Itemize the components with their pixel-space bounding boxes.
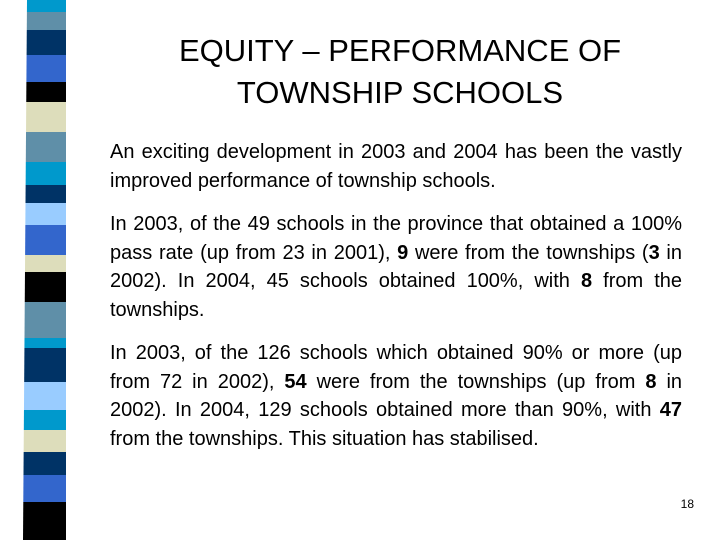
stripe-band xyxy=(25,272,66,302)
slide-title xyxy=(110,30,690,114)
text-run: were from the townships ( xyxy=(408,241,649,264)
text-run: were from the townships (up from xyxy=(306,370,646,393)
paragraph-1: An exciting development in 2003 and 2004 has been the vastly improved performance of township schools. xyxy=(110,141,682,192)
stripe-band xyxy=(27,12,66,30)
text-run: from the townships. This situation has stabilised. xyxy=(110,427,539,450)
stripe-band xyxy=(23,475,66,502)
stripe-band xyxy=(23,502,66,540)
slide-body xyxy=(110,138,682,468)
highlighted-number: 3 xyxy=(648,241,660,264)
decorative-stripe xyxy=(0,0,80,540)
stripe-band xyxy=(24,430,66,452)
page-number: 18 xyxy=(680,497,694,511)
stripe-band xyxy=(26,132,66,162)
stripe-band xyxy=(24,410,66,430)
stripe-band xyxy=(26,162,66,185)
text-run: in 2002). In 2004, 129 schools obtained more than 90%, with xyxy=(110,370,683,421)
paragraph-2 xyxy=(110,210,682,324)
title-line-1: EQUITY – PERFORMANCE OF xyxy=(178,33,622,68)
stripe-band xyxy=(24,338,66,348)
text-run: from the townships. xyxy=(110,270,682,321)
stripe-band xyxy=(26,102,66,132)
stripe-band xyxy=(25,185,66,203)
stripe-band xyxy=(26,55,66,82)
stripe-band xyxy=(27,0,66,12)
text-run: in 2002). In 2004, 45 schools obtained 100%, with xyxy=(110,241,682,292)
highlighted-number: 47 xyxy=(659,399,682,421)
stripe-band xyxy=(25,255,66,272)
stripe-band xyxy=(25,203,66,225)
stripe-band xyxy=(23,452,66,475)
text-run: In 2003, of the 126 schools which obtained 90% or more (up from 72 in 2002), xyxy=(110,342,682,393)
stripe-band xyxy=(25,225,66,255)
highlighted-number: 8 xyxy=(645,370,657,393)
highlighted-number: 8 xyxy=(580,270,593,292)
highlighted-number: 54 xyxy=(284,370,307,393)
stripe-band xyxy=(24,302,66,338)
title-line-2: TOWNSHIP SCHOOLS xyxy=(236,75,564,110)
paragraph-3 xyxy=(110,339,682,453)
stripe-band xyxy=(26,82,66,102)
stripe-band xyxy=(24,382,66,410)
highlighted-number: 9 xyxy=(397,241,409,264)
text-run: In 2003, of the 49 schools in the province that obtained a 100% pass rate (up from 23 in 2001), xyxy=(110,213,682,264)
stripe-band xyxy=(27,30,66,55)
stripe-band xyxy=(24,348,66,382)
